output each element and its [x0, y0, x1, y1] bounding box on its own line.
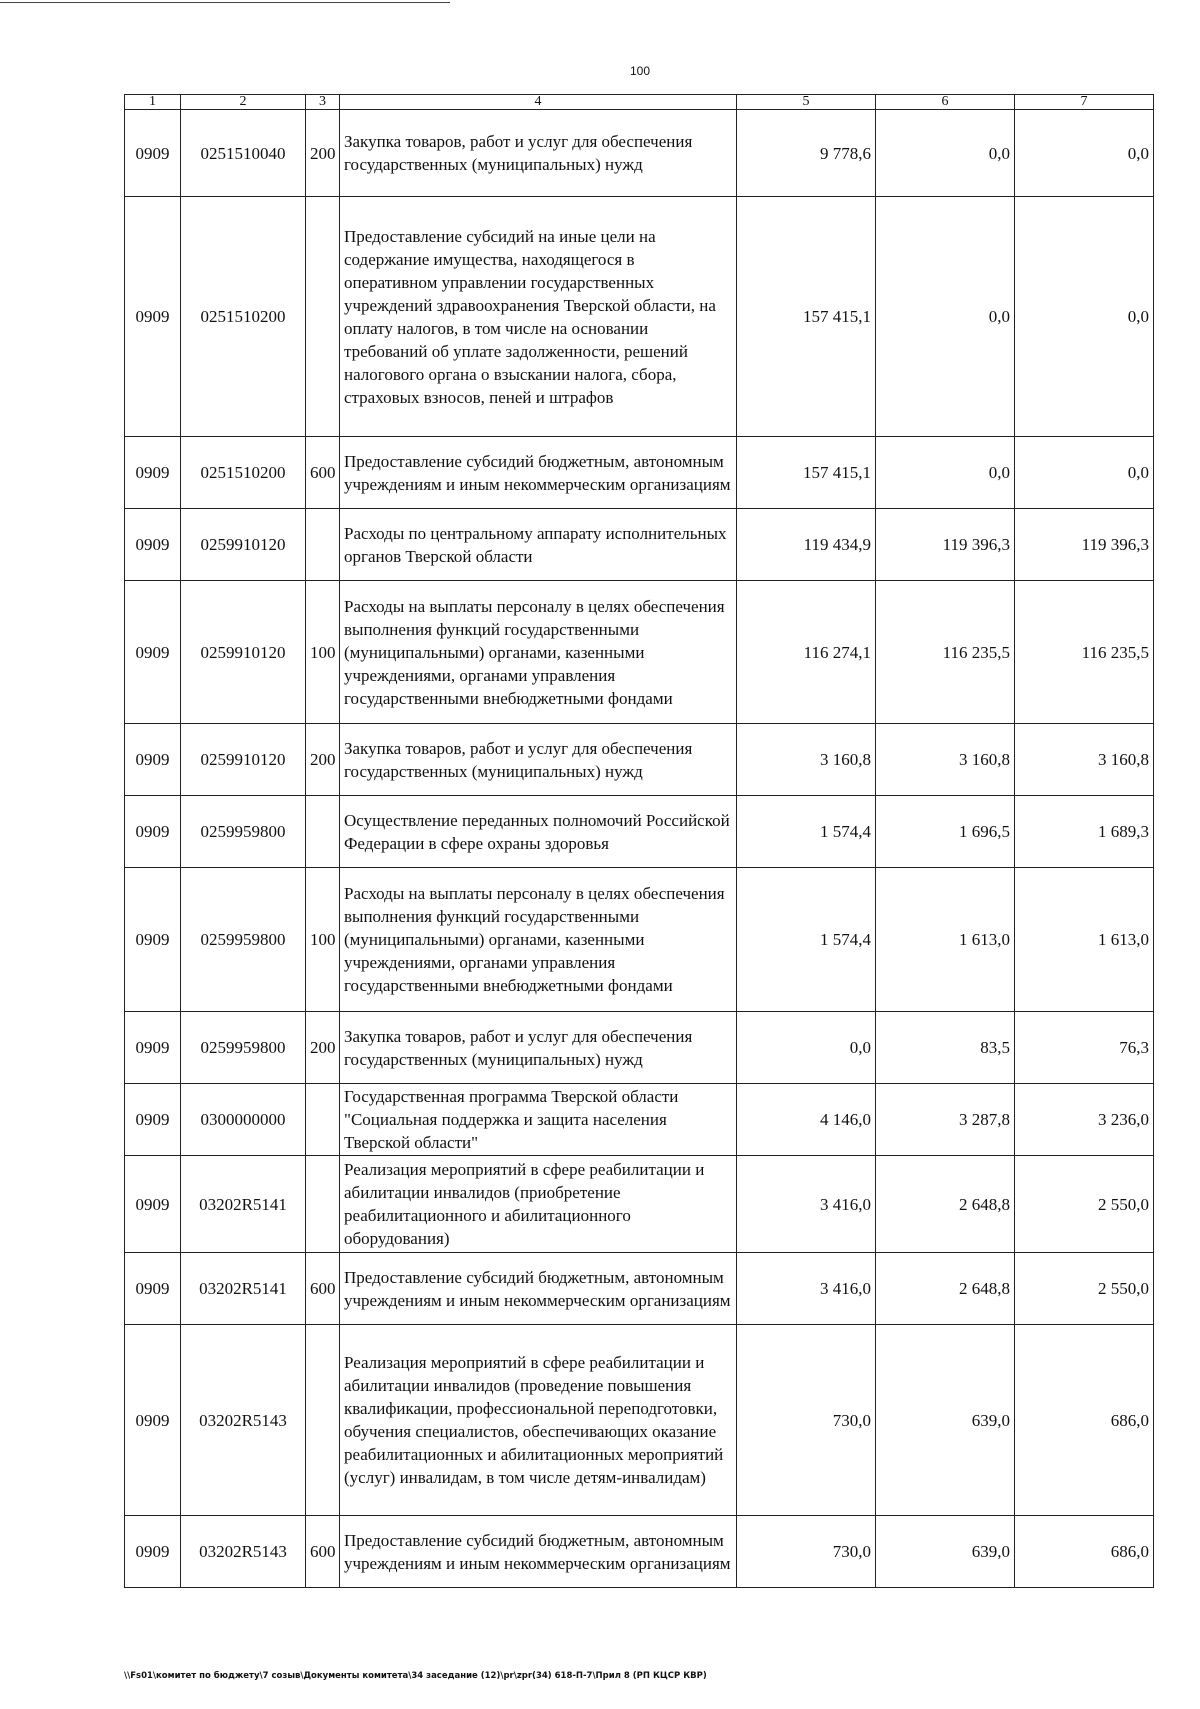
column-number: 3 [306, 95, 340, 110]
expense-name: Предоставление субсидий бюджетным, автономным учреждениям и иным некоммерческим организациям [340, 437, 737, 509]
amount-col5: 3 160,8 [737, 724, 876, 796]
section-code: 0909 [125, 1012, 181, 1084]
amount-col5: 3 416,0 [737, 1253, 876, 1325]
expense-type-code [306, 1084, 340, 1156]
table-row [125, 1253, 1154, 1325]
table-row [125, 197, 1154, 437]
amount-col6: 639,0 [876, 1325, 1015, 1516]
amount-col7: 0,0 [1015, 437, 1154, 509]
amount-col7: 686,0 [1015, 1325, 1154, 1516]
target-article-code: 03202R5143 [181, 1325, 306, 1516]
expense-name: Предоставление субсидий на иные цели на содержание имущества, находящегося в оперативном управлении государственных учреждений здравоохранения Тверской области, на оплату налогов, в том числе на основании требований об уплате задолженности, решений налогового органа о взыскании налога, сбора, страховых взносов, пеней и штрафов [340, 197, 737, 437]
amount-col7: 0,0 [1015, 197, 1154, 437]
amount-col5: 0,0 [737, 1012, 876, 1084]
amount-col5: 116 274,1 [737, 581, 876, 724]
amount-col5: 1 574,4 [737, 868, 876, 1012]
expense-name: Государственная программа Тверской области "Социальная поддержка и защита населения Тверской области" [340, 1084, 737, 1156]
expense-name: Реализация мероприятий в сфере реабилитации и абилитации инвалидов (приобретение реабилитационного и абилитационного оборудования) [340, 1156, 737, 1253]
expense-name: Закупка товаров, работ и услуг для обеспечения государственных (муниципальных) нужд [340, 1012, 737, 1084]
table-row [125, 110, 1154, 197]
column-number: 2 [181, 95, 306, 110]
expense-name: Реализация мероприятий в сфере реабилитации и абилитации инвалидов (проведение повышения квалификации, профессиональной переподготовки, обучения специалистов, обеспечивающих оказание реабилитационных и абилитационных мероприятий (услуг) инвалидам, в том числе детям-инвалидам) [340, 1325, 737, 1516]
amount-col6: 3 160,8 [876, 724, 1015, 796]
target-article-code: 0259959800 [181, 1012, 306, 1084]
expense-type-code [306, 1325, 340, 1516]
expense-name: Предоставление субсидий бюджетным, автономным учреждениям и иным некоммерческим организациям [340, 1253, 737, 1325]
table-row [125, 868, 1154, 1012]
target-article-code: 0251510040 [181, 110, 306, 197]
section-code: 0909 [125, 437, 181, 509]
table-row [125, 1516, 1154, 1588]
target-article-code: 0300000000 [181, 1084, 306, 1156]
column-number-row [125, 95, 1154, 110]
table-row [125, 724, 1154, 796]
target-article-code: 03202R5141 [181, 1253, 306, 1325]
section-code: 0909 [125, 1084, 181, 1156]
expense-name: Закупка товаров, работ и услуг для обеспечения государственных (муниципальных) нужд [340, 724, 737, 796]
table-row [125, 796, 1154, 868]
amount-col6: 2 648,8 [876, 1253, 1015, 1325]
amount-col7: 2 550,0 [1015, 1156, 1154, 1253]
amount-col5: 3 416,0 [737, 1156, 876, 1253]
table-row [125, 581, 1154, 724]
section-code: 0909 [125, 868, 181, 1012]
amount-col5: 9 778,6 [737, 110, 876, 197]
expense-type-code [306, 796, 340, 868]
amount-col6: 639,0 [876, 1516, 1015, 1588]
table-row [125, 1156, 1154, 1253]
expense-name: Расходы на выплаты персоналу в целях обеспечения выполнения функций государственными (муниципальными) органами, казенными учреждениями, органами управления государственными внебюджетными фондами [340, 581, 737, 724]
expense-type-code [306, 509, 340, 581]
table-row [125, 1084, 1154, 1156]
expense-type-code [306, 197, 340, 437]
expense-type-code: 200 [306, 724, 340, 796]
expense-type-code: 600 [306, 1253, 340, 1325]
amount-col7: 3 160,8 [1015, 724, 1154, 796]
amount-col5: 730,0 [737, 1325, 876, 1516]
target-article-code: 0259959800 [181, 796, 306, 868]
column-number: 7 [1015, 95, 1154, 110]
section-code: 0909 [125, 110, 181, 197]
amount-col6: 0,0 [876, 197, 1015, 437]
column-number: 6 [876, 95, 1015, 110]
budget-table [124, 94, 1154, 1588]
target-article-code: 0259910120 [181, 509, 306, 581]
amount-col7: 1 689,3 [1015, 796, 1154, 868]
column-number: 1 [125, 95, 181, 110]
file-path-footer: \\Fs01\комитет по бюджету\7 созыв\Документы комитета\34 заседание (12)\pr\zpr(34) 618-П-7\Прил 8 (РП КЦСР КВР) [124, 1671, 707, 1681]
amount-col5: 157 415,1 [737, 197, 876, 437]
amount-col7: 116 235,5 [1015, 581, 1154, 724]
expense-name: Предоставление субсидий бюджетным, автономным учреждениям и иным некоммерческим организациям [340, 1516, 737, 1588]
amount-col6: 3 287,8 [876, 1084, 1015, 1156]
table-row [125, 1325, 1154, 1516]
amount-col6: 2 648,8 [876, 1156, 1015, 1253]
section-code: 0909 [125, 509, 181, 581]
amount-col5: 157 415,1 [737, 437, 876, 509]
amount-col6: 1 696,5 [876, 796, 1015, 868]
expense-type-code: 200 [306, 110, 340, 197]
target-article-code: 0259910120 [181, 724, 306, 796]
top-rule [0, 2, 450, 3]
amount-col6: 83,5 [876, 1012, 1015, 1084]
column-number: 5 [737, 95, 876, 110]
section-code: 0909 [125, 1156, 181, 1253]
expense-type-code: 600 [306, 1516, 340, 1588]
expense-name: Расходы по центральному аппарату исполнительных органов Тверской области [340, 509, 737, 581]
table-row [125, 509, 1154, 581]
expense-name: Осуществление переданных полномочий Российской Федерации в сфере охраны здоровья [340, 796, 737, 868]
page-number: 100 [629, 64, 651, 78]
amount-col7: 686,0 [1015, 1516, 1154, 1588]
expense-type-code: 600 [306, 437, 340, 509]
expense-type-code [306, 1156, 340, 1253]
section-code: 0909 [125, 1516, 181, 1588]
amount-col7: 3 236,0 [1015, 1084, 1154, 1156]
amount-col7: 1 613,0 [1015, 868, 1154, 1012]
section-code: 0909 [125, 197, 181, 437]
expense-name: Закупка товаров, работ и услуг для обеспечения государственных (муниципальных) нужд [340, 110, 737, 197]
amount-col7: 0,0 [1015, 110, 1154, 197]
amount-col7: 119 396,3 [1015, 509, 1154, 581]
amount-col7: 76,3 [1015, 1012, 1154, 1084]
expense-name: Расходы на выплаты персоналу в целях обеспечения выполнения функций государственными (муниципальными) органами, казенными учреждениями, органами управления государственными внебюджетными фондами [340, 868, 737, 1012]
expense-type-code: 100 [306, 581, 340, 724]
expense-type-code: 200 [306, 1012, 340, 1084]
amount-col6: 116 235,5 [876, 581, 1015, 724]
amount-col5: 1 574,4 [737, 796, 876, 868]
section-code: 0909 [125, 1325, 181, 1516]
amount-col5: 730,0 [737, 1516, 876, 1588]
table-row [125, 1012, 1154, 1084]
amount-col6: 0,0 [876, 437, 1015, 509]
amount-col6: 1 613,0 [876, 868, 1015, 1012]
amount-col5: 4 146,0 [737, 1084, 876, 1156]
amount-col6: 119 396,3 [876, 509, 1015, 581]
expense-type-code: 100 [306, 868, 340, 1012]
target-article-code: 0251510200 [181, 197, 306, 437]
column-number: 4 [340, 95, 737, 110]
target-article-code: 0251510200 [181, 437, 306, 509]
section-code: 0909 [125, 724, 181, 796]
section-code: 0909 [125, 1253, 181, 1325]
target-article-code: 0259910120 [181, 581, 306, 724]
target-article-code: 03202R5141 [181, 1156, 306, 1253]
amount-col6: 0,0 [876, 110, 1015, 197]
table-row [125, 437, 1154, 509]
amount-col5: 119 434,9 [737, 509, 876, 581]
target-article-code: 03202R5143 [181, 1516, 306, 1588]
target-article-code: 0259959800 [181, 868, 306, 1012]
section-code: 0909 [125, 796, 181, 868]
amount-col7: 2 550,0 [1015, 1253, 1154, 1325]
section-code: 0909 [125, 581, 181, 724]
